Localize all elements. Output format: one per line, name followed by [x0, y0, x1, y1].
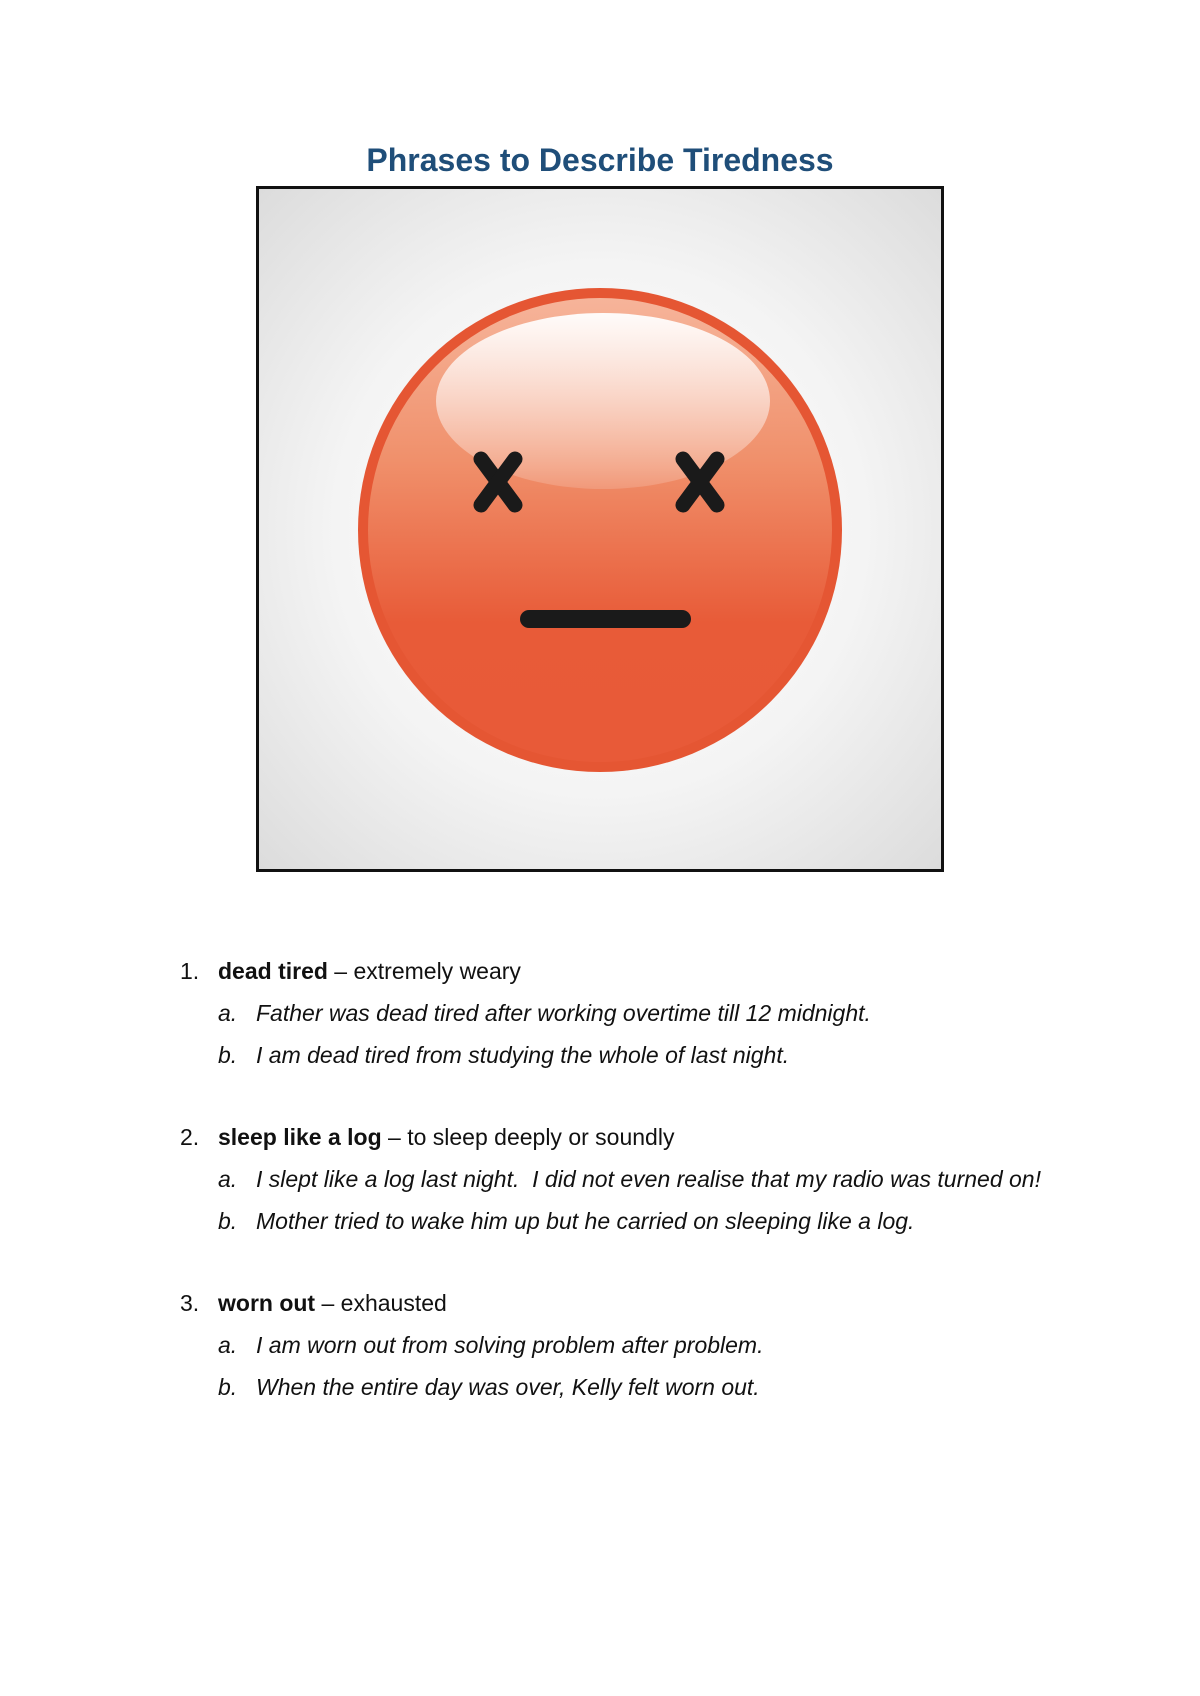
- page-title: Phrases to Describe Tiredness: [366, 142, 834, 178]
- definition: – exhausted: [315, 1290, 447, 1316]
- example-sentence: [218, 1366, 1060, 1408]
- phrase: worn out: [218, 1290, 316, 1316]
- definition: – to sleep deeply or soundly: [381, 1124, 675, 1150]
- example-sentence: [218, 1200, 1060, 1242]
- example-letter: a.: [218, 1000, 238, 1026]
- tired-face-icon: [259, 189, 941, 869]
- example-list: [218, 1324, 1060, 1408]
- example-sentence: [218, 992, 1060, 1034]
- phrase-list: [180, 950, 1060, 1448]
- phrase: dead tired: [218, 958, 328, 984]
- phrase-item-sleep-like-a-log: [180, 1116, 1060, 1242]
- example-letter: b.: [218, 1208, 238, 1234]
- item-number: 1.: [180, 958, 200, 984]
- example-list: [218, 1158, 1060, 1242]
- phrase: sleep like a log: [218, 1124, 382, 1150]
- illustration-frame: [256, 186, 944, 872]
- example-list: [218, 992, 1060, 1076]
- item-number: 2.: [180, 1124, 200, 1150]
- example-sentence: [218, 1158, 1060, 1200]
- example-sentence: [218, 1034, 1060, 1076]
- example-sentence: [218, 1324, 1060, 1366]
- phrase-item-dead-tired: [180, 950, 1060, 1076]
- example-text: I am worn out from solving problem after problem.: [256, 1332, 764, 1358]
- example-text: Father was dead tired after working overtime till 12 midnight.: [256, 1000, 871, 1026]
- example-text: When the entire day was over, Kelly felt worn out.: [256, 1374, 760, 1400]
- example-text: Mother tried to wake him up but he carried on sleeping like a log.: [256, 1208, 915, 1234]
- phrase-item-worn-out: [180, 1282, 1060, 1408]
- example-text: I am dead tired from studying the whole of last night.: [256, 1042, 790, 1068]
- item-number: 3.: [180, 1290, 200, 1316]
- example-letter: a.: [218, 1166, 238, 1192]
- definition: – extremely weary: [327, 958, 521, 984]
- example-letter: b.: [218, 1042, 238, 1068]
- example-text: I slept like a log last night. I did not even realise that my radio was turned on!: [256, 1166, 1041, 1192]
- example-letter: a.: [218, 1332, 238, 1358]
- example-letter: b.: [218, 1374, 238, 1400]
